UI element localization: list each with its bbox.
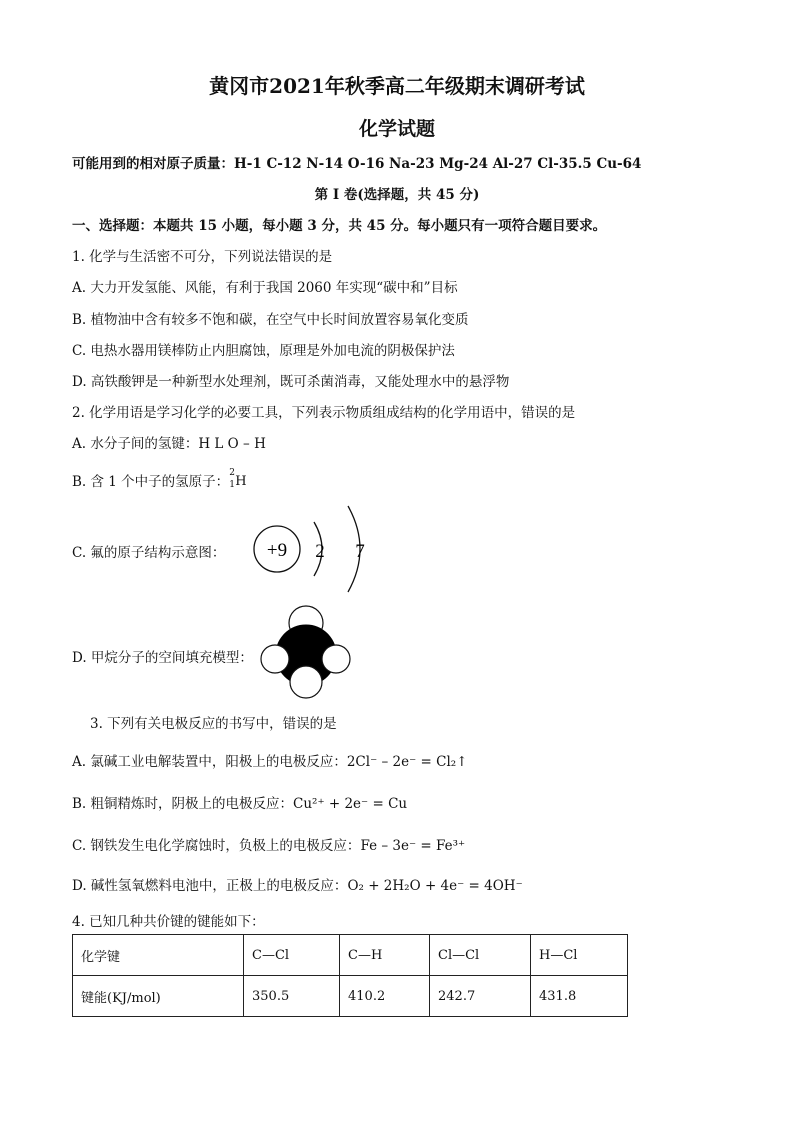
q2-option-d-label: D. 甲烷分子的空间填充模型： (72, 650, 253, 666)
table-cell: C—Cl (244, 935, 340, 976)
q3-stem: 3. 下列有关电极反应的书写中，错误的是 (90, 716, 337, 732)
table-cell: 350.5 (244, 976, 340, 1017)
section-heading: 一、选择题：本题共 15 小题，每小题 3 分，共 45 分。每小题只有一项符合题目要求。 (72, 218, 607, 234)
shell-2-electrons: 7 (355, 541, 365, 562)
q2-stem: 2. 化学用语是学习化学的必要工具，下列表示物质组成结构的化学用语中，错误的是 (72, 405, 576, 421)
table-cell: Cl—Cl (430, 935, 531, 976)
mass-number: 2 (229, 467, 235, 478)
q3-option-a-label: A. 氯碱工业电解装置中，阳极上的电极反应： (72, 754, 347, 770)
q3-option-d-formula: O₂ + 2H₂O + 4e⁻ = 4OH⁻ (347, 878, 523, 894)
q3-option-c-formula: Fe – 3e⁻ = Fe³⁺ (360, 838, 466, 854)
q1-option-c: C. 电热水器用镁棒防止内胆腐蚀，原理是外加电流的阴极保护法 (72, 343, 455, 359)
q3-option-c (72, 834, 465, 854)
q1-option-d: D. 高铁酸钾是一种新型水处理剂，既可杀菌消毒，又能处理水中的悬浮物 (72, 374, 510, 390)
q3-option-b (72, 792, 407, 812)
nucleus-charge: +9 (266, 540, 288, 561)
q4-stem: 4. 已知几种共价键的键能如下： (72, 914, 265, 930)
element-symbol: H (235, 473, 247, 489)
q1-option-a: A. 大力开发氢能、风能，有利于我国 2060 年实现“碳中和”目标 (72, 280, 458, 296)
shell-1-electrons: 2 (315, 541, 325, 562)
deuterium-symbol (229, 467, 251, 492)
table-cell: 410.2 (340, 976, 430, 1017)
table-cell: 键能(KJ/mol) (73, 976, 244, 1017)
hydrogen-atom-left (261, 645, 289, 673)
q3-option-d-label: D. 碱性氢氧燃料电池中，正极上的电极反应： (72, 878, 348, 894)
q2-option-b (72, 467, 251, 492)
table-row (73, 976, 628, 1017)
hydrogen-atom-right (322, 645, 350, 673)
q2-option-a-label: A. 水分子间的氢键： (72, 436, 199, 452)
exam-title: 黄冈市2021年秋季高二年级期末调研考试 (209, 74, 585, 98)
q3-option-a (72, 750, 468, 770)
q1-stem: 1. 化学与生活密不可分，下列说法错误的是 (72, 249, 333, 265)
table-cell: H—Cl (531, 935, 628, 976)
q3-option-c-label: C. 钢铁发生电化学腐蚀时，负极上的电极反应： (72, 838, 361, 854)
q1-option-b: B. 植物油中含有较多不饱和碳，在空气中长时间放置容易氧化变质 (72, 312, 469, 328)
q2-option-b-label: B. 含 1 个中子的氢原子： (72, 474, 230, 490)
table-cell: 242.7 (430, 976, 531, 1017)
fluorine-atom-diagram (250, 502, 380, 598)
q3-option-b-label: B. 粗铜精炼时，阴极上的电极反应： (72, 796, 294, 812)
table-header-row (73, 935, 628, 976)
q3-option-d (72, 874, 523, 894)
hydrogen-atom-bottom (290, 666, 322, 698)
atomic-masses: 可能用到的相对原子质量：H-1 C-12 N-14 O-16 Na-23 Mg-24 Al-27 Cl-35.5 Cu-64 (72, 156, 642, 172)
table-cell: C—H (340, 935, 430, 976)
q3-option-a-formula: 2Cl⁻ – 2e⁻ = Cl₂↑ (346, 754, 468, 770)
methane-space-filling-model (258, 604, 354, 700)
table-cell: 431.8 (531, 976, 628, 1017)
bond-energy-table (72, 934, 628, 1017)
table-cell: 化学键 (73, 935, 244, 976)
q2-option-c-label: C. 氟的原子结构示意图： (72, 545, 226, 561)
volume-heading: 第 I 卷(选择题，共 45 分) (314, 187, 480, 203)
subject-title: 化学试题 (358, 118, 435, 140)
q2-option-a (72, 432, 266, 452)
atomic-number: 1 (229, 479, 235, 490)
hydrogen-bond-formula: H L O – H (198, 436, 266, 452)
q3-option-b-formula: Cu²⁺ + 2e⁻ = Cu (293, 796, 408, 812)
